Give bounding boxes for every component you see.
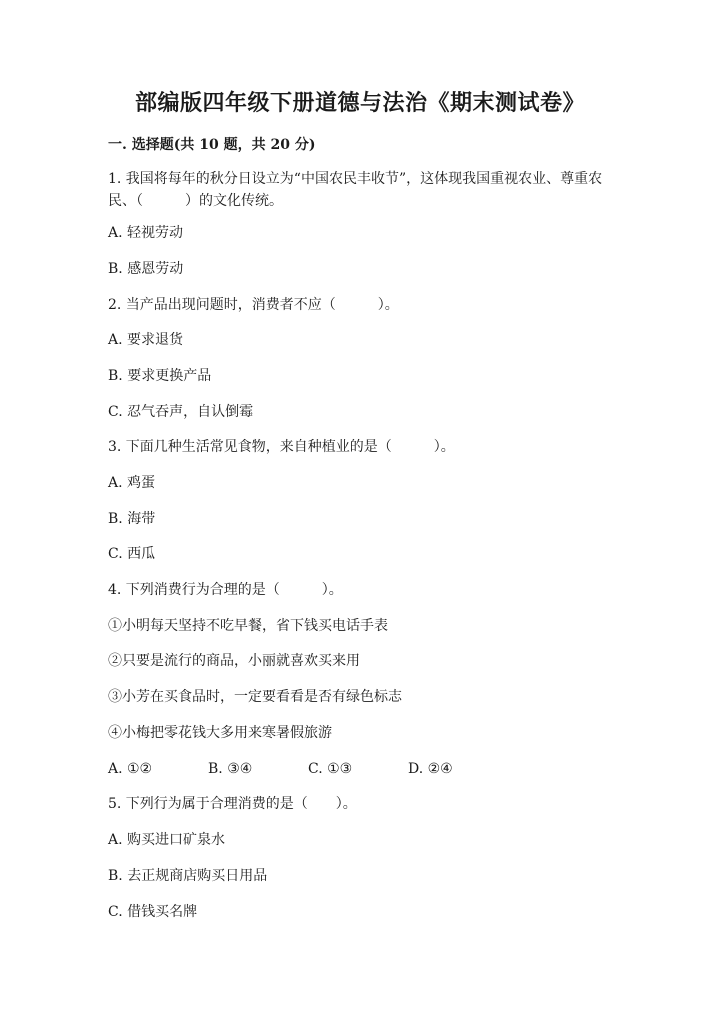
question-1-option-a: A. 轻视劳动 <box>108 225 184 241</box>
question-1-text: 1. 我国将每年的秋分日设立为“中国农民丰收节”，这体现我国重视农业、尊重农民、（ ）的文化传统。 <box>108 171 603 209</box>
question-2-text: 2. 当产品出现问题时，消费者不应（ ）。 <box>108 297 399 313</box>
question-2-option-a: A. 要求退货 <box>108 332 184 348</box>
question-5-text: 5. 下列行为属于合理消费的是（ ）。 <box>108 796 357 812</box>
question-4-option-b: B. ③④ <box>208 761 253 777</box>
question-4-option-a: A. ①② <box>108 761 153 777</box>
question-4-option-c: C. ①③ <box>308 761 353 777</box>
question-3-option-c: C. 西瓜 <box>108 546 156 562</box>
question-4-option-d: D. ②④ <box>408 761 453 777</box>
question-3-option-a: A. 鸡蛋 <box>108 475 156 491</box>
question-4-options <box>108 759 508 779</box>
question-3-text: 3. 下面几种生活常见食物，来自种植业的是（ ）。 <box>108 439 455 455</box>
page-title: 部编版四年级下册道德与法治《期末测试卷》 <box>134 90 585 116</box>
question-5-option-c: C. 借钱买名牌 <box>108 904 198 920</box>
question-4-statement-2: ②只要是流行的商品，小丽就喜欢买来用 <box>108 653 360 669</box>
question-1-option-b: B. 感恩劳动 <box>108 261 184 277</box>
question-2-option-c: C. 忍气吞声，自认倒霉 <box>108 404 254 420</box>
question-2-option-b: B. 要求更换产品 <box>108 368 212 384</box>
question-5-option-a: A. 购买进口矿泉水 <box>108 832 226 848</box>
section-heading: 一. 选择题(共 10 题，共 20 分) <box>108 137 316 153</box>
question-4-statement-4: ④小梅把零花钱大多用来寒暑假旅游 <box>108 725 332 741</box>
question-4-statement-1: ①小明每天坚持不吃早餐，省下钱买电话手表 <box>108 618 388 634</box>
question-4-text: 4. 下列消费行为合理的是（ ）。 <box>108 582 343 598</box>
question-4-statement-3: ③小芳在买食品时，一定要看看是否有绿色标志 <box>108 689 402 705</box>
question-3-option-b: B. 海带 <box>108 511 156 527</box>
question-5-option-b: B. 去正规商店购买日用品 <box>108 868 268 884</box>
